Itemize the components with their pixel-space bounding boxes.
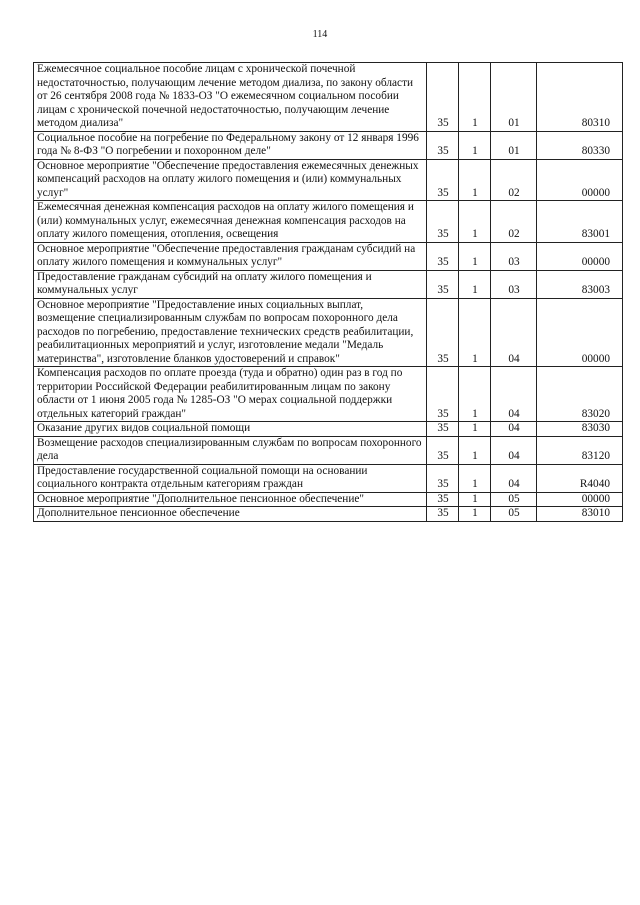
code-cell-3: 05 (491, 507, 537, 522)
code-cell-1: 35 (427, 492, 459, 507)
table-row (34, 159, 623, 201)
code-cell-4: 80310 (537, 63, 623, 132)
table-row (34, 436, 623, 464)
table-row (34, 63, 623, 132)
code-cell-2: 1 (459, 63, 491, 132)
code-cell-1: 35 (427, 63, 459, 132)
table-row (34, 270, 623, 298)
description-cell: Предоставление государственной социальной помощи на основании социального контракта отдельным категориям граждан (34, 464, 427, 492)
table-row (34, 298, 623, 367)
code-cell-3: 02 (491, 159, 537, 201)
code-cell-4: 83020 (537, 367, 623, 422)
code-cell-1: 35 (427, 201, 459, 243)
code-cell-2: 1 (459, 367, 491, 422)
code-cell-3: 01 (491, 63, 537, 132)
code-cell-4: 83010 (537, 507, 623, 522)
code-cell-4: R4040 (537, 464, 623, 492)
code-cell-3: 03 (491, 270, 537, 298)
code-cell-1: 35 (427, 422, 459, 437)
code-cell-2: 1 (459, 436, 491, 464)
table-row (34, 464, 623, 492)
description-cell: Компенсация расходов по оплате проезда (туда и обратно) один раз в год по территории Российской Федерации реабилитированным лицам по закону области от 1 июня 2005 года № 1285-ОЗ "О мерах социальной поддержки отдельных категорий граждан" (34, 367, 427, 422)
code-cell-1: 35 (427, 436, 459, 464)
description-cell: Предоставление гражданам субсидий на оплату жилого помещения и коммунальных услуг (34, 270, 427, 298)
code-cell-2: 1 (459, 298, 491, 367)
table-row (34, 367, 623, 422)
page-number: 114 (312, 29, 328, 40)
description-cell: Ежемесячное социальное пособие лицам с хронической почечной недостаточностью, получающим лечение методом диализа, по закону области от 26 сентября 2008 года № 1833-ОЗ "О ежемесячном социальном пособии лицам с хронической почечной недостаточностью, получающим лечение методом диализа" (34, 63, 427, 132)
table-row (34, 242, 623, 270)
code-cell-4: 00000 (537, 492, 623, 507)
code-cell-1: 35 (427, 298, 459, 367)
code-cell-2: 1 (459, 492, 491, 507)
description-cell: Основное мероприятие "Обеспечение предоставления ежемесячных денежных компенсаций расходов на оплату жилого помещения и (или) коммунальных услуг" (34, 159, 427, 201)
table-body (34, 63, 623, 522)
budget-table (33, 62, 623, 522)
code-cell-3: 04 (491, 436, 537, 464)
code-cell-4: 00000 (537, 159, 623, 201)
code-cell-4: 83001 (537, 201, 623, 243)
description-cell: Основное мероприятие "Обеспечение предоставления гражданам субсидий на оплату жилого помещения и коммунальных услуг" (34, 242, 427, 270)
code-cell-1: 35 (427, 242, 459, 270)
code-cell-4: 00000 (537, 242, 623, 270)
code-cell-2: 1 (459, 242, 491, 270)
code-cell-2: 1 (459, 159, 491, 201)
code-cell-3: 03 (491, 242, 537, 270)
table-row (34, 422, 623, 437)
table-row (34, 201, 623, 243)
code-cell-1: 35 (427, 270, 459, 298)
code-cell-1: 35 (427, 464, 459, 492)
description-cell: Основное мероприятие "Дополнительное пенсионное обеспечение" (34, 492, 427, 507)
code-cell-2: 1 (459, 270, 491, 298)
description-cell: Социальное пособие на погребение по Федеральному закону от 12 января 1996 года № 8-ФЗ "О погребении и похоронном деле" (34, 131, 427, 159)
code-cell-4: 83003 (537, 270, 623, 298)
description-cell: Ежемесячная денежная компенсация расходов на оплату жилого помещения и (или) коммунальных услуг, ежемесячная денежная компенсация расходов на оплату жилого помещения, отопления, освещения (34, 201, 427, 243)
code-cell-3: 02 (491, 201, 537, 243)
code-cell-2: 1 (459, 131, 491, 159)
description-cell: Возмещение расходов специализированным службам по вопросам похоронного дела (34, 436, 427, 464)
code-cell-1: 35 (427, 159, 459, 201)
table-row (34, 507, 623, 522)
table-row (34, 131, 623, 159)
description-cell: Дополнительное пенсионное обеспечение (34, 507, 427, 522)
code-cell-3: 04 (491, 367, 537, 422)
code-cell-2: 1 (459, 201, 491, 243)
code-cell-3: 04 (491, 298, 537, 367)
code-cell-4: 83030 (537, 422, 623, 437)
code-cell-2: 1 (459, 422, 491, 437)
code-cell-3: 04 (491, 464, 537, 492)
code-cell-3: 05 (491, 492, 537, 507)
description-cell: Основное мероприятие "Предоставление иных социальных выплат, возмещение специализированным службам по вопросам похоронного дела расходов по погребению, предоставление технических средств реабилитации, реабилитационных мероприятий и услуг, изготовление медали "Медаль материнства", изготовление бланков удостоверений и справок" (34, 298, 427, 367)
code-cell-1: 35 (427, 367, 459, 422)
description-cell: Оказание других видов социальной помощи (34, 422, 427, 437)
code-cell-2: 1 (459, 464, 491, 492)
code-cell-4: 83120 (537, 436, 623, 464)
code-cell-3: 04 (491, 422, 537, 437)
code-cell-2: 1 (459, 507, 491, 522)
code-cell-4: 80330 (537, 131, 623, 159)
code-cell-4: 00000 (537, 298, 623, 367)
code-cell-1: 35 (427, 507, 459, 522)
code-cell-1: 35 (427, 131, 459, 159)
table-row (34, 492, 623, 507)
code-cell-3: 01 (491, 131, 537, 159)
